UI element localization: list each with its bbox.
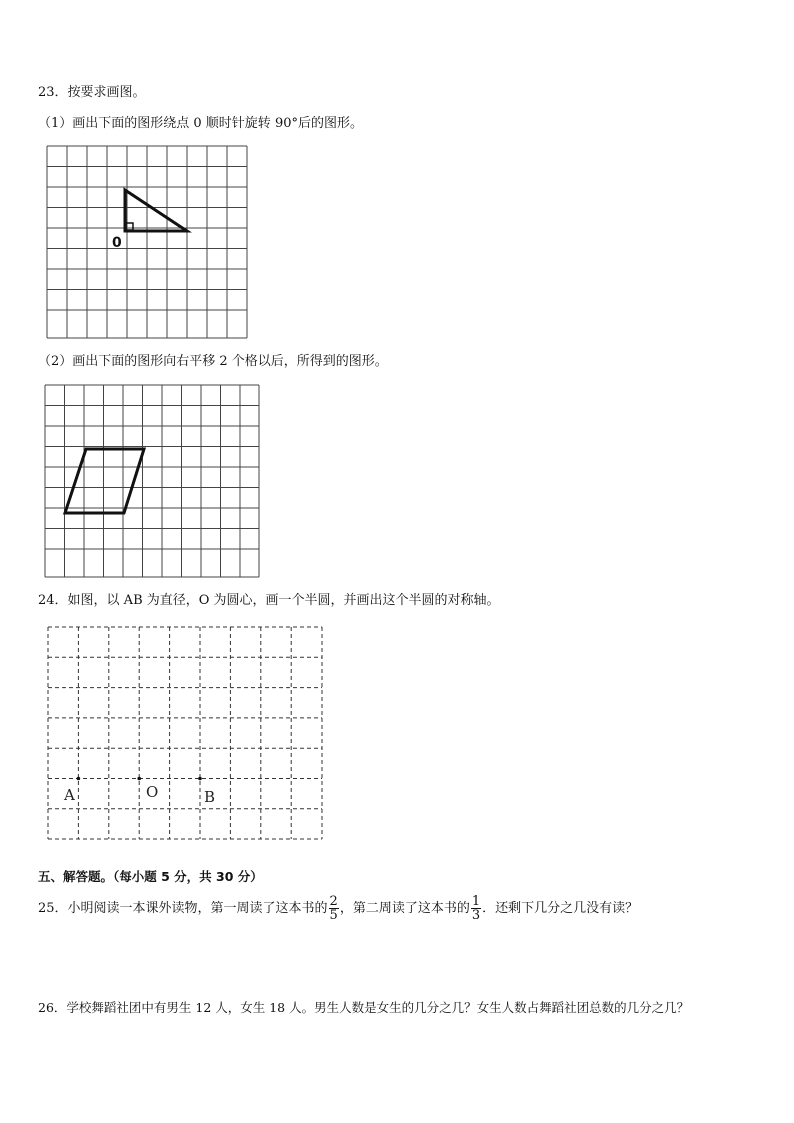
point-a-label: A	[64, 786, 75, 804]
fraction-1-denominator: 5	[329, 908, 338, 923]
q25-text	[38, 891, 638, 927]
point-b-label: B	[204, 788, 216, 806]
q25-text-c: ．还剩下几分之几没有读？	[482, 901, 639, 916]
q26-text: 26．学校舞蹈社团中有男生 12 人，女生 18 人。男生人数是女生的几分之几？女生人数占舞蹈社团总数的几分之几？	[38, 1000, 690, 1015]
point-o-dot	[137, 777, 141, 781]
rotation-point-label: 0	[112, 235, 122, 251]
point-a-dot	[77, 777, 81, 781]
parallelogram-shape	[65, 449, 144, 513]
q23-part1-instruction: （1）画出下面的图形绕点 0 顺时针旋转 90°后的图形。	[38, 116, 363, 131]
q25-text-a: 25．小明阅读一本课外读物，第一周读了这本书的	[38, 901, 328, 916]
translation-grid-lines	[45, 385, 259, 577]
point-b-dot	[198, 777, 202, 781]
section5-heading: 五、解答题。（每小题 5 分，共 30 分）	[38, 869, 263, 884]
semicircle-grid	[48, 627, 324, 843]
q25-text-b: ，第二周读了这本书的	[339, 901, 470, 916]
semicircle-grid-lines	[48, 627, 322, 839]
fraction-one-third	[471, 895, 481, 922]
q23-title: 23．按要求画图。	[38, 85, 146, 100]
q23-part2-instruction: （2）画出下面的图形向右平移 2 个格以后，所得到的图形。	[38, 354, 388, 369]
q24-title: 24．如图，以 AB 为直径，O 为圆心，画一个半圆，并画出这个半圆的对称轴。	[38, 593, 500, 608]
rotation-grid	[47, 146, 249, 340]
fraction-two-fifths	[329, 895, 339, 922]
translation-grid	[45, 385, 261, 579]
rotation-grid-lines	[47, 146, 247, 338]
fraction-1-numerator: 2	[329, 894, 338, 909]
fraction-2-denominator: 3	[471, 908, 481, 923]
point-o-label: O	[146, 783, 159, 801]
fraction-2-numerator: 1	[471, 894, 481, 909]
right-triangle-shape	[125, 190, 187, 231]
